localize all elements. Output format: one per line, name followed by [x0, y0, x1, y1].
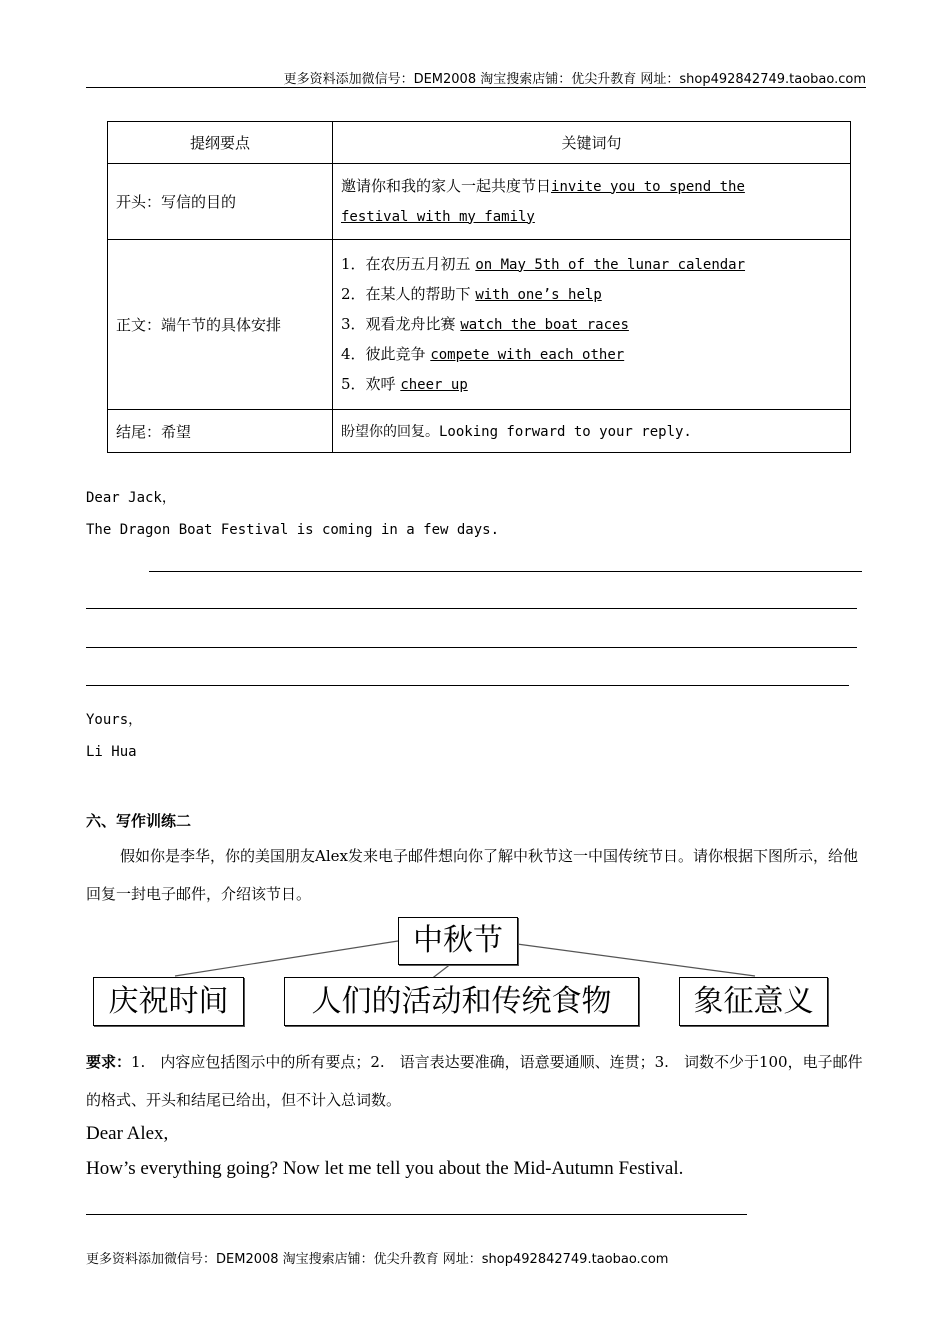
header-cell-keywords: 关键词句 [333, 122, 851, 164]
point-cell: 结尾：希望 [108, 410, 333, 453]
letter-opening: The Dragon Boat Festival is coming in a few days. [86, 522, 500, 538]
letter-greeting: Dear Jack， [86, 490, 176, 506]
point-cell: 正文：端午节的具体安排 [108, 240, 333, 410]
letter-closing: Yours， [86, 712, 143, 728]
list-item: 2．在某人的帮助下 with one’s help [341, 284, 602, 303]
header-cell-point: 提纲要点 [108, 122, 333, 164]
list-item: 5．欢呼 cheer up [341, 374, 468, 393]
keyword-en: invite you to spend the [551, 178, 745, 195]
writing-prompt: 假如你是李华，你的美国朋友Alex发来电子邮件想向你了解中秋节这一中国传统节日。请你根据下图所示，给他回复一封电子邮件，介绍该节日。 [86, 847, 858, 903]
diagram-center-box: 中秋节 [398, 917, 518, 965]
requirements-text: 1. 内容应包括图示中的所有要点；2. 语言表达要准确，语意要通顺、连贯；3. 词数不少于100，电子邮件的格式、开头和结尾已给出，但不计入总词数。 [86, 1053, 863, 1109]
diagram-branch-box: 庆祝时间 [93, 977, 244, 1026]
connector-line [517, 944, 755, 976]
list-item: 3．观看龙舟比赛 watch the boat races [341, 314, 629, 333]
requirements-label: 要求： [86, 1053, 132, 1071]
section-title: 六、写作训练二 [86, 812, 192, 830]
page-footer: 更多资料添加微信号：DEM2008 淘宝搜索店铺：优尖升教育 网址：shop492842749.taobao.com [86, 1252, 669, 1267]
page-header: 更多资料添加微信号：DEM2008 淘宝搜索店铺：优尖升教育 网址：shop492842749.taobao.com [283, 72, 866, 87]
point-cell: 开头：写信的目的 [108, 164, 333, 240]
list-item: 1．在农历五月初五 on May 5th of the lunar calendar [341, 254, 746, 273]
email-greeting: Dear Alex, [86, 1123, 169, 1144]
email-opening: How’s everything going? Now let me tell you about the Mid-Autumn Festival. [86, 1158, 684, 1179]
keyword-en: festival with my family [341, 208, 535, 225]
connector-line [175, 941, 398, 976]
letter-signature: Li Hua [86, 744, 137, 760]
diagram-branch-box: 象征意义 [679, 977, 828, 1026]
writing-line[interactable] [86, 1214, 747, 1215]
keywords-cell: 盼望你的回复。Looking forward to your reply. [333, 410, 851, 453]
requirements [86, 1043, 866, 1119]
diagram-branch-box: 人们的活动和传统食物 [284, 977, 639, 1026]
keyword-zh: 邀请你和我的家人一起共度节日 [341, 176, 552, 195]
list-item: 4．彼此竞争 compete with each other [341, 344, 625, 363]
